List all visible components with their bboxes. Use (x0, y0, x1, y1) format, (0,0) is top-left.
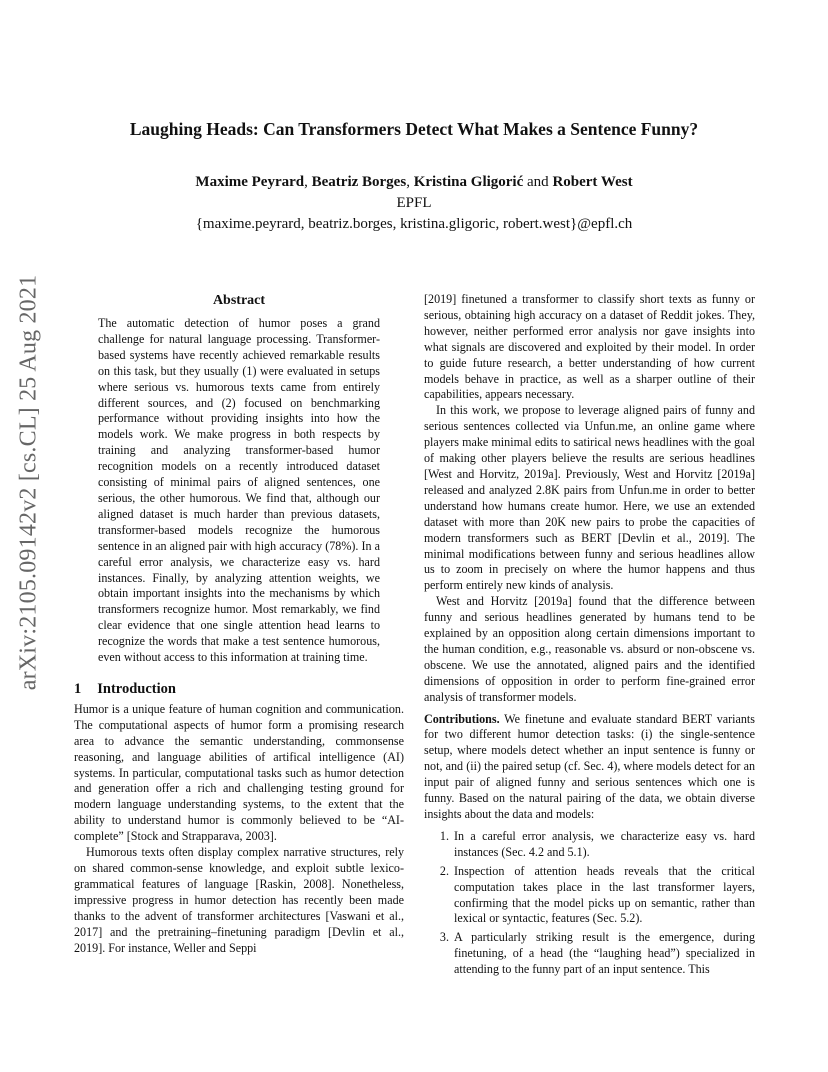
author-sep: , (304, 174, 312, 190)
abstract (98, 316, 380, 666)
author-3: Kristina Gligorić (413, 174, 524, 190)
author-4: Robert West (552, 174, 633, 190)
author-block (60, 172, 768, 235)
right-paragraph-2: In this work, we propose to leverage aligned pairs of funny and serious sentences collected via Unfun.me, an online game where players make minimal edits to satirical news headlines with the goal of making other players believe the results are serious headlines [West and Horvitz, 2019a]. Previously, West and Horvitz [2019a] released and analyzed 2.8K pairs from Unfun.me in order to better understand how humans create humor. Here, we use an extended dataset with more than 20K new pairs to probe the capacities of modern transformers such as BERT [Devlin et al., 2019]. The minimal modifications between funny and serious headlines allow us to zoom in precisely on where the humor happens and thus perform entirely new kinds of analysis. (424, 403, 755, 593)
abstract-heading: Abstract (212, 293, 266, 308)
author-1: Maxime Peyrard (195, 174, 305, 190)
contribution-item: 1. In a careful error analysis, we characterize easy vs. hard instances (Sec. 4.2 and 5.1). (452, 829, 755, 861)
section-heading-introduction (74, 680, 404, 698)
contributions-label: Contributions. (424, 711, 500, 726)
author-2: Beatriz Borges (311, 174, 407, 190)
contributions-text: We finetune and evaluate standard BERT variants for two different humor detection tasks: (i) the single-sentence setup, where models detect whether an input sentence is funny or not, and (ii) the paired setup (cf. Sec. 4), where models detect for an input pair of aligned funny and serious sentences which one is funny. Based on the natural pairing of the data, we obtain diverse insights about the data and models: (424, 711, 755, 821)
author-and: and (523, 174, 553, 190)
intro-paragraph-1: Humor is a unique feature of human cognition and communication. The computational aspects of humor form a promising research area to advance the semantic understanding, commonsense reasoning, and language abilities of artifical intelligence (AI) systems. In particular, computational tasks such as humor detection and generation offer a rich and challenging testing ground for modern language understanding systems, to the extent that the ability to understand humor is commonly believed to be “AI-complete” [Stock and Strapparava, 2003]. (74, 701, 404, 844)
section-number: 1 (74, 680, 82, 697)
paper-title: Laughing Heads: Can Transformers Detect What Makes a Sentence Funny? (129, 119, 699, 139)
section-title: Introduction (97, 680, 176, 697)
arxiv-stamp (12, 274, 46, 690)
author-names (60, 172, 768, 193)
left-column (74, 292, 404, 956)
contributions-list (424, 829, 755, 978)
right-paragraph-3: West and Horvitz [2019a] found that the difference between funny and serious headlines generated by humans tend to be explained by an opposition along certain dimensions important to the human condition, e.g., reasonable vs. absurd or non-obscene vs. obscene. We use the annotated, aligned pairs and the identified dimensions of opposition in order to perform fine-grained error analysis of transformer models. (424, 594, 755, 704)
author-sep: , (406, 174, 414, 190)
intro-paragraph-2: Humorous texts often display complex narrative structures, rely on shared common-sense knowledge, and exploit subtle lexico-grammatical features of language [Raskin, 2008]. Nonetheless, impressive progress in humor detection has recently been made thanks to the advent of transformer architectures [Vaswani et al., 2017] and the pretraining–finetuning paradigm [Devlin et al., 2019]. For instance, Weller and Seppi (74, 845, 404, 955)
contributions-paragraph (424, 712, 755, 823)
arxiv-stamp-text: arXiv:2105.09142v2 [cs.CL] 25 Aug 2021 (15, 274, 42, 690)
right-column (424, 292, 755, 981)
contribution-item: 2. Inspection of attention heads reveals that the critical computation takes place in the last transformer layers, confirming that the model picks up on semantic, rather than lexical or syntactic, features (Sec. 5.2). (452, 864, 755, 928)
author-emails: {maxime.peyrard, beatriz.borges, kristina.gligoric, robert.west}@epfl.ch (195, 216, 633, 232)
right-paragraph-1: [2019] finetuned a transformer to classify short texts as funny or serious, obtaining high accuracy on a dataset of Reddit jokes. They, however, neither performed error analysis nor gave insights into what signals are discovered and exploited by their model. In order to guide future research, a better understanding of how current models behave in practice, as well as a sharper outline of their capabilities, appears necessary. (424, 292, 755, 402)
abstract-text: The automatic detection of humor poses a grand challenge for natural language processing. Transformer-based systems have recently achieved remarkable results on this task, but they usually (1) were evaluated in setups where serious vs. humorous texts came from entirely different sources, and (2) focused on benchmarking performance without providing insights into how the models work. We make progress in both respects by training and analyzing transformer-based humor recognition models on a recently introduced dataset consisting of minimal pairs of aligned sentences, one serious, the other humorous. We find that, although our aligned dataset is much harder than previous datasets, transformer-based models recognize the humorous sentence in an aligned pair with high accuracy (78%). In a careful error analysis, we characterize easy vs. hard instances. Finally, by analyzing attention weights, we obtain important insights into the mechanisms by which transformers recognize humor. Most remarkably, we find clear evidence that one single attention head learns to recognize the words that make a test sentence humorous, even without access to this information at training time. (98, 316, 380, 665)
affiliation: EPFL (396, 195, 432, 211)
contribution-item: 3. A particularly striking result is the emergence, during finetuning, of a head (the “laughing head”) specialized in attending to the funny part of an input sentence. This (452, 930, 755, 978)
